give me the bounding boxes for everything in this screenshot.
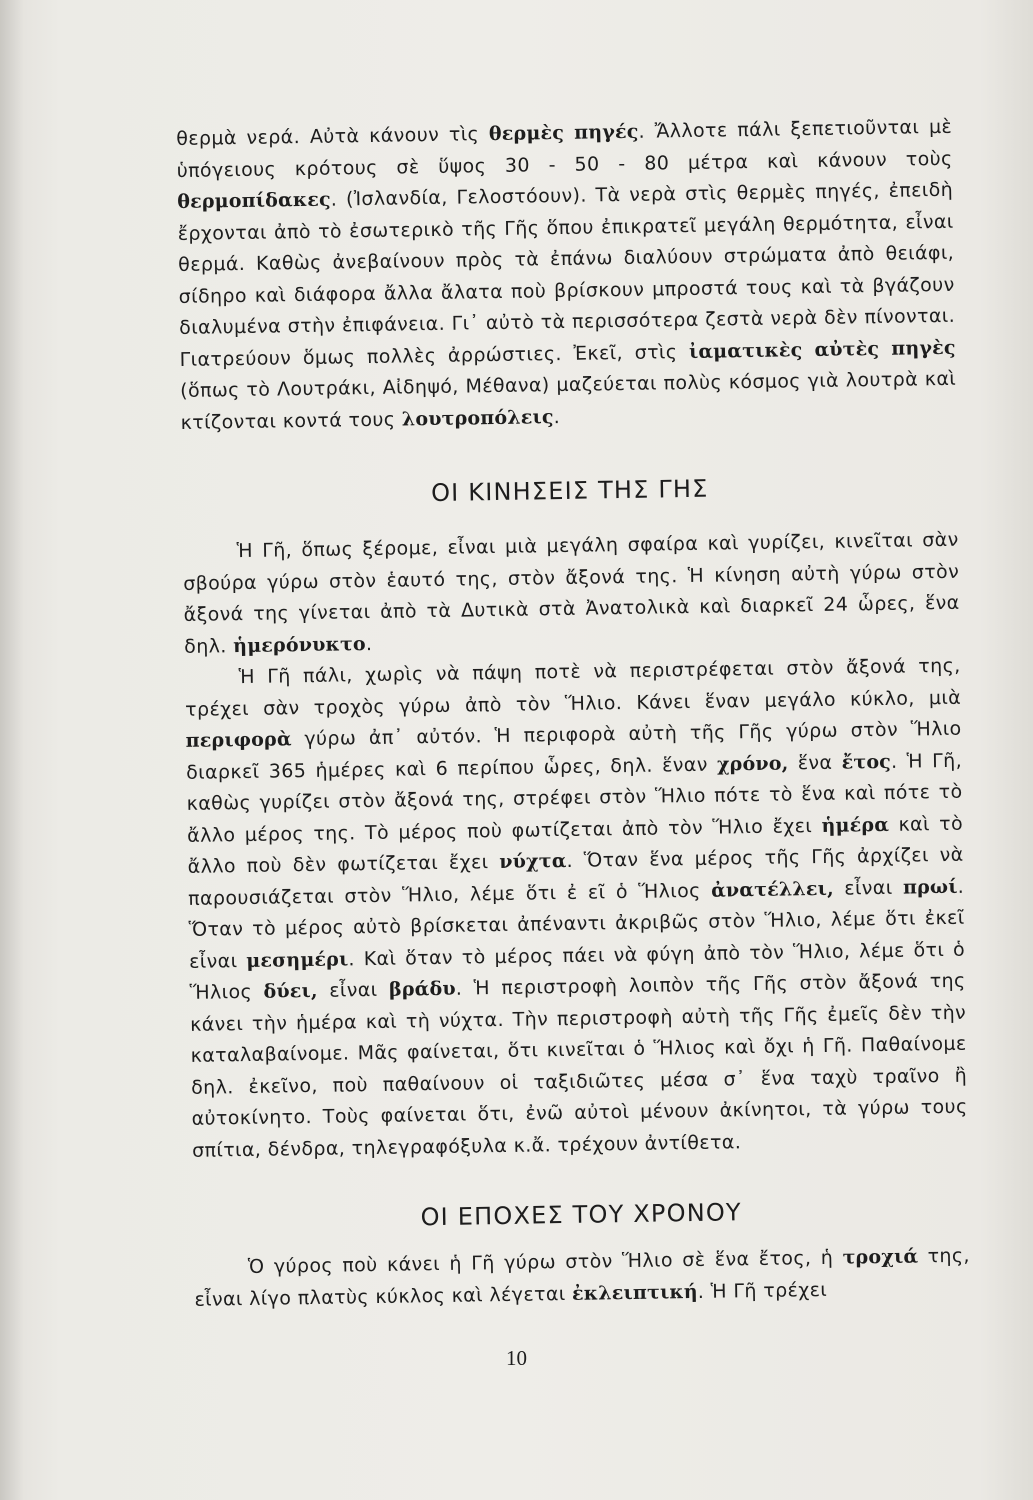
section-heading-seasons: ΟΙ ΕΠΟΧΕΣ ΤΟΥ ΧΡΟΝΟΥ — [420, 1198, 743, 1232]
text-run: . Ὅταν ἕνα μέρος τῆς Γῆς ἀρχίζει νὰ παρουσιάζεται στὸν Ἥλιο, λέμε ὅτι ἐ εῖ ὁ Ἥλιος — [187, 843, 964, 910]
text-run: γύρω ἀπ᾽ αὐτόν. Ἡ περιφορὰ αὐτὴ τῆς Γῆς γύρω στὸν Ἥλιο διαρκεῖ 365 ἡμέρες καὶ 6 περίπου ὧρες, δηλ. ἕναν — [186, 717, 962, 784]
bold-term: ἰαματικὲς αὐτὲς πηγὲς — [688, 336, 956, 363]
bold-term: ἀνατέλλει, — [710, 877, 835, 902]
text-run: . Καὶ ὅταν τὸ μέρος πάει νὰ φύγη ἀπὸ τὸν Ἥλιο, λέμε ὅτι ὁ Ἥλιος — [189, 938, 966, 1004]
page-content — [176, 112, 971, 1316]
bold-term: μεσημέρι — [246, 947, 349, 972]
text-run: ἕνα — [788, 751, 842, 774]
text-run: (ὅπως τὸ Λουτράκι, Αἰδηψό, Μέθανα) μαζεύεται πολὺς κόσμος γιὰ λουτρὰ καὶ κτίζονται κοντά τους — [180, 367, 957, 434]
bold-term: περιφορὰ — [185, 728, 292, 752]
bold-term: δύει, — [263, 979, 318, 1003]
text-run: . (Ἰσλανδία, Γελοστόουν). Τὰ νερὰ στὶς θερμὲς πηγές, ἐπειδὴ ἔρχονται ἀπὸ τὸ ἐσωτερικὸ τῆς Γῆς ὅπου ἐπικρατεῖ μεγάλη θερμότητα, εἶναι θερμά. Καθὼς ἀνεβαίνουν πρὸς τὰ ἐπάνω διαλύουν στρώματα ἀπὸ θειάφι, σίδηρο καὶ διάφορα ἄλλα ἄλατα ποὺ βρίσκουν μπροστά τους καὶ τὰ βγάζουν διαλυμένα στὴν ἐπιφάνεια. Γι᾽ αὐτὸ τὰ περισσότερα ζεστὰ νερὰ δὲν πίνονται. Γιατρεύουν ὅμως πολλὲς ἀρρώστιες. Ἐκεῖ, στὶς — [177, 178, 956, 371]
text-run: εἶναι — [833, 876, 904, 900]
text-run: της, εἶναι λίγο πλατὺς κύκλος καὶ λέγεται — [194, 1244, 971, 1311]
text-run: θερμὰ νερά. Αὐτὰ κάνουν τὶς — [176, 123, 490, 150]
bold-term: θερμὲς πηγές — [488, 120, 639, 146]
paragraph-hot-springs — [176, 112, 957, 439]
bold-term: θερμοπίδακες — [177, 188, 331, 213]
bold-term: ἡμερόνυκτο — [233, 632, 367, 657]
paragraph-revolution — [184, 651, 968, 1167]
text-run: . Ἡ Γῆ, καθὼς γυρίζει στὸν ἄξονά της, στρέφει στὸν Ἥλιο πότε τὸ ἕνα καὶ πότε τὸ ἄλλο μέρος της. Τὸ μέρος ποὺ φωτίζεται ἀπὸ τὸν Ἥλιο ἔχει — [186, 749, 963, 847]
text-run: . Ἡ περιστροφὴ λοιπὸν τῆς Γῆς στὸν ἄξονά της κάνει τὴν ἡμέρα καὶ τὴ νύχτα. Τὴν περιστροφὴ αὐτὴ τῆς Γῆς ἐμεῖς δὲν τὴν καταλαβαίνομε. Μᾶς φαίνεται, ὅτι κινεῖται ὁ Ἥλιος καὶ ὄχι ἡ Γῆ. Παθαίνομε δηλ. ἐκεῖνο, ποὺ παθαίνουν οἱ ταξιδιῶτες μέσα σ᾽ ἕνα ταχὺ τραῖνο ἢ αὐτοκίνητο. Τοὺς φαίνεται ὅτι, ἐνῶ αὐτοὶ μένουν ἀκίνητοι, τὰ γύρω τους σπίτια, δένδρα, τηλεγραφόξυλα κ.ἄ. τρέχουν ἀντίθετα. — [189, 969, 968, 1162]
bold-term: νύχτα — [499, 849, 567, 874]
text-run: . — [553, 405, 561, 428]
paragraph-rotation — [182, 525, 960, 663]
bold-term: χρόνο, — [716, 751, 789, 776]
text-run: Ὁ γύρος ποὺ κάνει ἡ Γῆ γύρω στὸν Ἥλιο σὲ ἕνα ἔτος, ἡ — [247, 1246, 843, 1279]
bold-term: ἔτος — [841, 750, 892, 774]
text-run: εἶναι — [317, 978, 390, 1002]
bold-term: πρωί — [902, 875, 958, 899]
bold-term: βράδυ — [388, 977, 456, 1001]
text-run: . Ὅταν τὸ μέρος αὐτὸ βρίσκεται ἀπέναντι ἀκριβῶς στὸν Ἥλιο, λέμε ὅτι ἐκεῖ εἶναι — [188, 875, 965, 973]
text-run: . Ἄλλοτε πάλι ξεπετιοῦνται μὲ ὑπόγειους κρότους σὲ ὕψος 30 - 50 - 80 μέτρα καὶ κάνουν τοὺς — [176, 115, 953, 182]
text-run: Ἡ Γῆ πάλι, χωρὶς νὰ πάψη ποτὲ νὰ περιστρέφεται στὸν ἄξονά της, τρέχει σὰν τροχὸς γύρω ἀπὸ τὸν Ἥλιο. Κάνει ἕναν μεγάλο κύκλο, μιὰ — [185, 654, 962, 721]
text-run: Ἡ Γῆ, ὅπως ξέρομε, εἶναι μιὰ μεγάλη σφαίρα καὶ γυρίζει, κινεῖται σὰν σβούρα γύρω στὸν ἑαυτό της, στὸν ἄξονά της. Ἡ κίνηση αὐτὴ γύρω στὸν ἄξονά της γίνεται ἀπὸ τὰ Δυτικὰ στὰ Ἀνατολικὰ καὶ διαρκεῖ 24 ὧρες, ἕνα δηλ. — [183, 528, 960, 658]
bold-term: τροχιά — [842, 1245, 919, 1269]
bold-term: ἐκλειπτική — [571, 1280, 698, 1305]
bold-term: λουτροπόλεις — [401, 405, 554, 430]
text-run: . Ἡ Γῆ τρέχει — [697, 1278, 828, 1303]
bold-term: ἡμέρα — [821, 813, 890, 837]
paragraph-orbit — [194, 1241, 971, 1316]
section-heading-earth-motions: ΟΙ ΚΙΝΗΣΕΙΣ ΤΗΣ ΓΗΣ — [430, 474, 709, 508]
page-number: 10 — [506, 1346, 527, 1370]
text-run: καὶ τὸ ἄλλο ποὺ δὲν φωτίζεται ἔχει — [187, 812, 964, 878]
text-run: . — [365, 632, 373, 655]
